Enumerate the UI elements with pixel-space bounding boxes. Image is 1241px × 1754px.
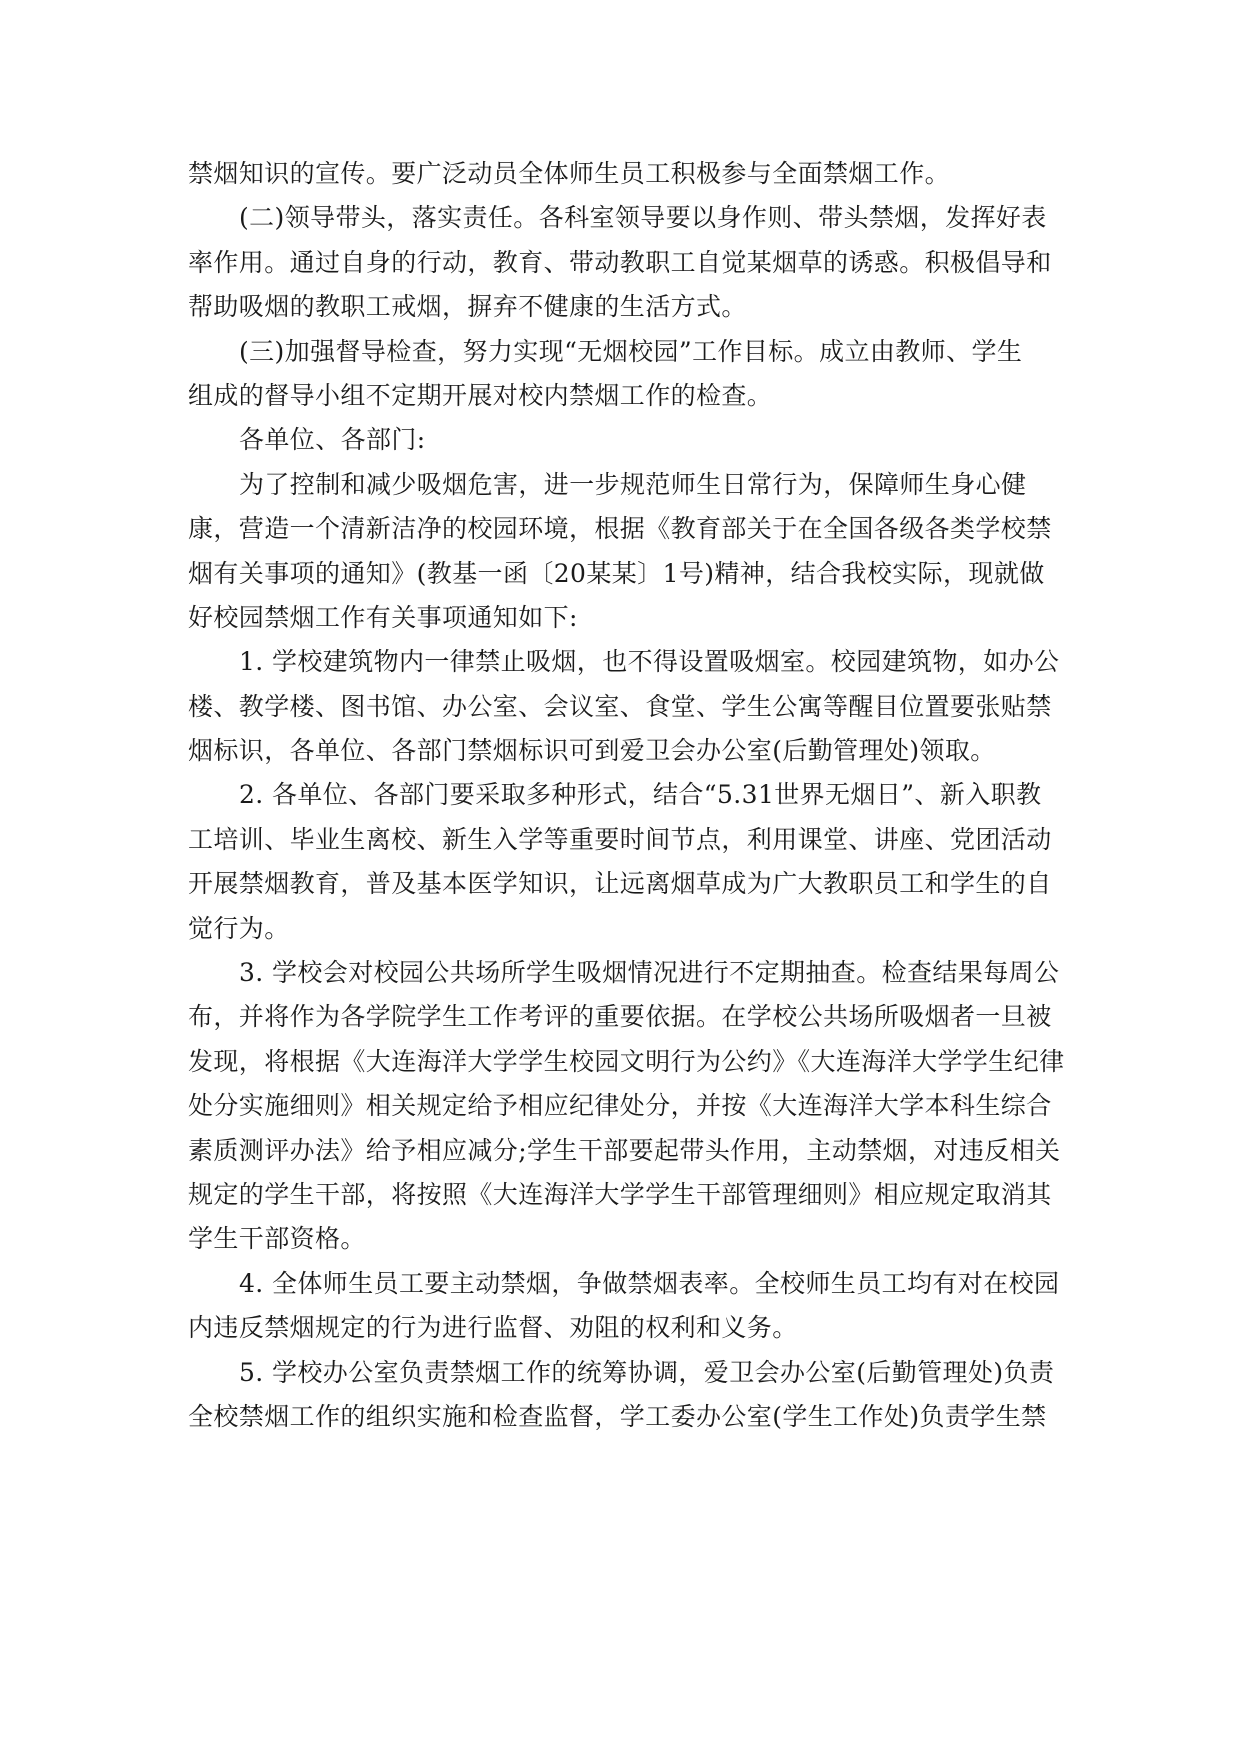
text-line: 处分实施细则》相关规定给予相应纪律处分，并按《大连海洋大学本科生综合 [188, 1091, 1052, 1121]
text-line: 5. 学校办公室负责禁烟工作的统筹协调，爱卫会办公室(后勤管理处)负责 [239, 1357, 1055, 1387]
text-line: 觉行为。 [188, 913, 290, 943]
text-line: 全校禁烟工作的组织实施和检查监督，学工委办公室(学生工作处)负责学生禁 [188, 1401, 1047, 1431]
text-line: 烟有关事项的通知》(教基一函〔20某某〕1号)精神，结合我校实际，现就做 [188, 558, 1045, 588]
text-line: 内违反禁烟规定的行为进行监督、劝阻的权利和义务。 [188, 1313, 798, 1343]
text-line: 3. 学校会对校园公共场所学生吸烟情况进行不定期抽查。检查结果每周公 [239, 958, 1060, 988]
text-line: 禁烟知识的宣传。要广泛动员全体师生员工积极参与全面禁烟工作。 [188, 159, 951, 188]
text-line: 布，并将作为各学院学生工作考评的重要依据。在学校公共场所吸烟者一旦被 [188, 1002, 1052, 1032]
text-line: 为了控制和减少吸烟危害，进一步规范师生日常行为，保障师生身心健 [239, 469, 1027, 499]
text-line: 4. 全体师生员工要主动禁烟，争做禁烟表率。全校师生员工均有对在校园 [239, 1268, 1060, 1298]
text-line: 楼、教学楼、图书馆、办公室、会议室、食堂、学生公寓等醒目位置要张贴禁 [188, 691, 1052, 721]
text-line: (三)加强督导检查，努力实现“无烟校园”工作目标。成立由教师、学生 [239, 336, 1023, 366]
text-line: 开展禁烟教育，普及基本医学知识，让远离烟草成为广大教职员工和学生的自 [188, 869, 1052, 899]
text-line: 帮助吸烟的教职工戒烟，摒弃不健康的生活方式。 [188, 292, 747, 322]
text-line: 发现，将根据《大连海洋大学学生校园文明行为公约》《大连海洋大学学生纪律 [188, 1046, 1065, 1076]
text-line: 康，营造一个清新洁净的校园环境，根据《教育部关于在全国各级各类学校禁 [188, 514, 1052, 544]
text-line: (二)领导带头，落实责任。各科室领导要以身作则、带头禁烟，发挥好表 [239, 203, 1047, 233]
text-line: 好校园禁烟工作有关事项通知如下: [188, 602, 578, 632]
text-line: 各单位、各部门: [239, 425, 426, 455]
text-line: 素质测评办法》给予相应减分;学生干部要起带头作用，主动禁烟，对违反相关 [188, 1135, 1061, 1165]
text-line: 烟标识，各单位、各部门禁烟标识可到爱卫会办公室(后勤管理处)领取。 [188, 736, 996, 766]
text-line: 1. 学校建筑物内一律禁止吸烟，也不得设置吸烟室。校园建筑物，如办公 [239, 647, 1060, 677]
text-line: 率作用。通过自身的行动，教育、带动教职工自觉某烟草的诱惑。积极倡导和 [188, 247, 1052, 277]
text-line: 2. 各单位、各部门要采取多种形式，结合“5.31世界无烟日”、新入职教 [239, 780, 1042, 810]
text-line: 组成的督导小组不定期开展对校内禁烟工作的检查。 [188, 380, 773, 410]
text-line: 学生干部资格。 [188, 1224, 366, 1254]
text-line: 工培训、毕业生离校、新生入学等重要时间节点，利用课堂、讲座、党团活动 [188, 824, 1052, 854]
text-line: 规定的学生干部，将按照《大连海洋大学学生干部管理细则》相应规定取消其 [188, 1179, 1052, 1209]
document-body [188, 152, 1065, 1439]
